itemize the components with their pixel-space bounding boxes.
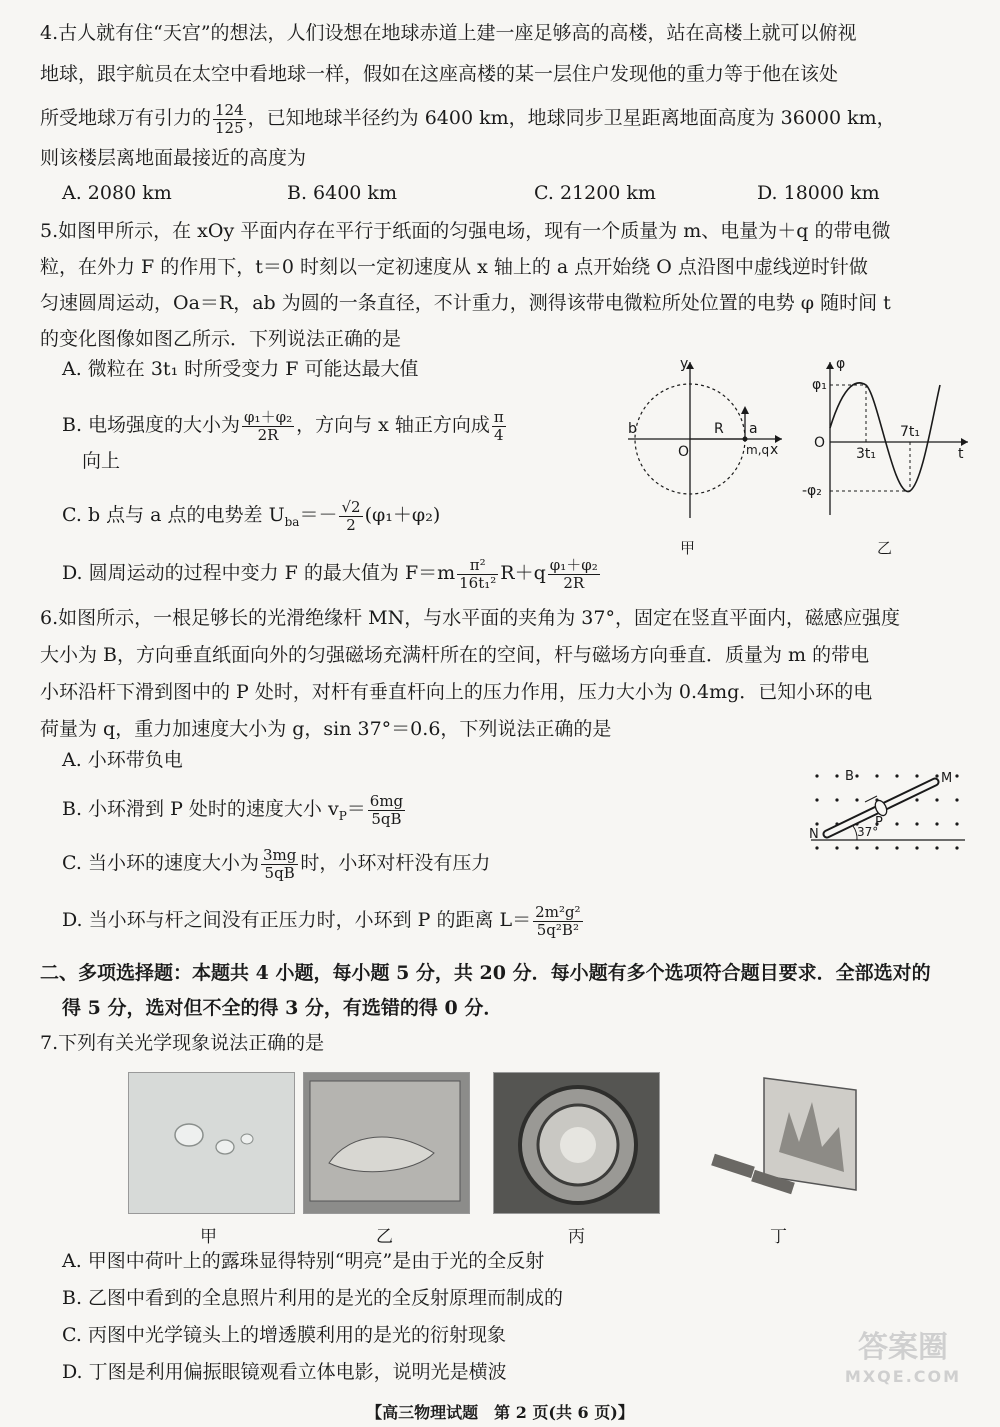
q4-line-3: [40, 100, 970, 136]
q4-line-1: 4.古人就有住“天宫”的想法，人们设想在地球赤道上建一座足够高的高楼，站在高楼上就可以俯视: [40, 22, 857, 44]
field-dot: [835, 846, 838, 849]
watermark-bottom: MXQE.COM: [844, 1367, 962, 1386]
yi-label-t: t: [958, 446, 964, 462]
q5-c-den: 2: [346, 515, 356, 534]
dew-drop-3: [241, 1134, 253, 1144]
q5-line-1: 5.如图甲所示，在 xOy 平面内存在平行于纸面的匀强电场，现有一个质量为 m、电量为＋q 的带电微: [40, 220, 891, 242]
q4-option-d: D. 18000 km: [757, 182, 880, 204]
q4-line-3-text-a: 所受地球万有引力的: [40, 107, 212, 129]
q6-d-den: 5q²B²: [536, 920, 579, 939]
field-dot: [935, 846, 938, 849]
q6-c-post: 时，小环对杆没有压力: [300, 852, 491, 874]
q6-option-a: A. 小环带负电: [62, 749, 183, 771]
jia-label-r: R: [714, 421, 724, 437]
q7-option-b: B. 乙图中看到的全息照片利用的是光的全反射原理而制成的: [62, 1287, 564, 1309]
q4-frac-den: 125: [215, 118, 244, 137]
watermark-logo: [828, 1329, 978, 1399]
q6-c-den: 5qB: [264, 863, 295, 882]
q7-option-c: C. 丙图中光学镜头上的增透膜利用的是光的衍射现象: [62, 1324, 506, 1346]
q6-motion-arrow: [865, 796, 877, 802]
field-dot: [955, 846, 958, 849]
q6-d-num: 2m²g²: [535, 902, 581, 921]
q6-b-sub: P: [338, 808, 347, 823]
q6-b-pre: B. 小环滑到 P 处时的速度大小 v: [62, 798, 339, 820]
q5-option-a: A. 微粒在 3t₁ 时所受变力 F 可能达最大值: [62, 358, 419, 380]
q5-option-b: [62, 405, 508, 445]
q7-caption-ding: 丁: [770, 1227, 787, 1247]
q4-option-a: A. 2080 km: [62, 182, 172, 204]
q5-d-fraction-1: [457, 557, 498, 592]
q5-b-angle: [492, 409, 506, 444]
page-footer: 【高三物理试题 第 2 页(共 6 页)】: [366, 1403, 634, 1422]
q5-option-d: [62, 553, 602, 593]
q5-c-num: √2: [341, 497, 361, 516]
q6-label-b: B: [845, 769, 854, 784]
field-dot: [895, 822, 898, 825]
q6-d-pre: D. 当小环与杆之间没有正压力时，小环到 P 的距离 L＝: [62, 909, 532, 931]
q7-photo-lens: [493, 1072, 660, 1214]
jia-label-o: O: [678, 444, 690, 460]
q6-label-p: P: [875, 815, 883, 830]
q5-line-4: 的变化图像如图乙所示．下列说法正确的是: [40, 328, 402, 350]
jia-particle: [743, 437, 748, 442]
figure-q6: [805, 768, 970, 858]
q6-option-c: [62, 843, 490, 883]
field-dot: [915, 846, 918, 849]
jia-label-mq: m,q: [746, 443, 770, 457]
q6-b-fraction: [368, 793, 405, 828]
q6-b-den: 5qB: [371, 809, 402, 828]
q4-option-b: B. 6400 km: [287, 182, 397, 204]
yi-label-phi1: φ₁: [812, 377, 827, 393]
jia-label-x: x: [770, 442, 779, 458]
q5-c-sub: ba: [284, 514, 300, 529]
q7-stem: 7.下列有关光学现象说法正确的是: [40, 1032, 325, 1054]
q5-d-den2: 2R: [563, 573, 585, 592]
q5-d-num1: π²: [457, 557, 498, 575]
q5-option-c: [62, 495, 440, 542]
yi-t-arrow: [961, 438, 968, 446]
field-dot: [915, 774, 918, 777]
q5-d-mid: R＋q: [500, 562, 546, 584]
field-dot: [935, 798, 938, 801]
q5-b-angle-num: π: [493, 407, 504, 426]
q7-photo-hologram: [303, 1072, 470, 1214]
q6-label-angle: 37°: [857, 825, 879, 839]
q6-option-b: [62, 789, 407, 836]
q6-b-eq: ＝: [346, 798, 366, 820]
q6-line-3: 小环沿杆下滑到图中的 P 处时，对杆有垂直杆向上的压力作用，压力大小为 0.4mg．已知小环的电: [40, 681, 873, 703]
q6-d-fraction: [533, 904, 582, 939]
jia-label-y: y: [680, 356, 689, 372]
q6-line-1: 6.如图所示，一根足够长的光滑绝缘杆 MN，与水平面的夹角为 37°，固定在竖直平面内，磁感应强度: [40, 607, 900, 629]
field-dot: [815, 846, 818, 849]
q5-c-post: (φ₁＋φ₂): [364, 504, 441, 526]
dew-drop-1: [175, 1124, 203, 1146]
jia-label-a: a: [749, 421, 758, 437]
q5-c-eq: ＝－: [299, 504, 338, 526]
field-dot: [935, 774, 938, 777]
q4-line-2: 地球，跟宇航员在太空中看地球一样，假如在这座高楼的某一层住户发现他的重力等于他在该处: [40, 63, 839, 85]
field-dot: [895, 846, 898, 849]
field-dot: [855, 798, 858, 801]
section-2-heading-line-2: 得 5 分，选对但不全的得 3 分，有选错的得 0 分．: [62, 997, 503, 1019]
figure-jia-caption: 甲: [680, 539, 696, 557]
q5-c-pre: C. b 点与 a 点的电势差 U: [62, 504, 285, 526]
field-dot: [895, 774, 898, 777]
field-dot: [955, 822, 958, 825]
figure-yi-caption: 乙: [877, 539, 893, 557]
q5-b-fraction: [242, 409, 294, 444]
q6-b-num: 6mg: [369, 791, 404, 810]
q6-option-d: [62, 900, 585, 940]
q5-d-den1: 16t₁²: [459, 573, 497, 592]
field-dot: [915, 798, 918, 801]
yi-label-phi2: -φ₂: [802, 483, 822, 499]
q5-option-b-end: 向上: [82, 450, 121, 472]
watermark-top: 答案圈: [858, 1330, 948, 1365]
q6-c-num: 3mg: [262, 845, 297, 864]
field-dot: [875, 774, 878, 777]
q7-caption-yi: 乙: [376, 1227, 393, 1247]
q6-line-2: 大小为 B，方向垂直纸面向外的匀强磁场充满杆所在的空间，杆与磁场方向垂直．质量为 m 的带电: [40, 644, 870, 666]
field-dot: [815, 774, 818, 777]
q6-line-4: 荷量为 q，重力加速度大小为 g，sin 37°＝0.6，下列说法正确的是: [40, 718, 612, 740]
q7-photo-dew-on-leaf: [128, 1072, 295, 1214]
q4-line-3-text-b: ，已知地球半径约为 6400 km，地球同步卫星距离地面高度为 36000 km，: [247, 107, 896, 129]
q5-b-mid: ，方向与 x 轴正方向成: [296, 414, 490, 436]
q6-c-fraction: [261, 847, 298, 882]
field-dot: [935, 822, 938, 825]
section-2-heading-line-1: 二、多项选择题：本题共 4 小题，每小题 5 分，共 20 分．每小题有多个选项符合题目要求．全部选对的: [40, 962, 931, 984]
q7-caption-bing: 丙: [568, 1227, 585, 1247]
yi-phi-arrow: [826, 362, 834, 369]
q7-caption-jia: 甲: [200, 1227, 217, 1247]
q5-d-fraction-2: [548, 557, 600, 592]
q4-option-c: C. 21200 km: [534, 182, 656, 204]
q5-line-2: 粒，在外力 F 的作用下，t＝0 时刻以一定初速度从 x 轴上的 a 点开始绕 O 点沿图中虚线逆时针做: [40, 256, 868, 278]
q5-b-pre: B. 电场强度的大小为: [62, 414, 241, 436]
yi-label-o: O: [814, 435, 826, 451]
q7-photo-3d-movie: [694, 1072, 859, 1212]
dew-drop-2: [216, 1140, 234, 1154]
q4-line-4: 则该楼层离地面最接近的高度为: [40, 147, 307, 169]
field-dot: [955, 798, 958, 801]
field-dot: [815, 822, 818, 825]
lens-center: [560, 1127, 596, 1163]
q6-label-m: M: [941, 771, 953, 786]
q4-fraction: [213, 102, 246, 137]
yi-label-phi: φ: [836, 356, 846, 372]
field-dot: [955, 774, 958, 777]
q5-b-num: φ₁＋φ₂: [244, 407, 293, 426]
q7-option-a: A. 甲图中荷叶上的露珠显得特别“明亮”是由于光的全反射: [62, 1250, 545, 1272]
jia-velocity-arrowhead: [741, 406, 749, 414]
q5-d-pre: D. 圆周运动的过程中变力 F 的最大值为 F＝m: [62, 562, 456, 584]
q5-c-fraction: [339, 499, 362, 534]
field-dot: [835, 798, 838, 801]
field-dot: [815, 798, 818, 801]
yi-label-3t1: 3t₁: [856, 446, 877, 462]
q5-line-3: 匀速圆周运动，Oa＝R，ab 为圆的一条直径，不计重力，测得该带电微粒所处位置的电势 φ 随时间 t: [40, 292, 891, 314]
figure-jia: [620, 350, 790, 530]
polarized-glasses-1: [711, 1154, 755, 1178]
q7-option-d: D. 丁图是利用偏振眼镜观看立体电影，说明光是横波: [62, 1361, 507, 1383]
figure-yi: [800, 350, 975, 530]
q5-b-den: 2R: [257, 425, 279, 444]
yi-label-7t1: 7t₁: [900, 424, 921, 440]
leaf-background: [129, 1073, 294, 1213]
field-dot: [855, 774, 858, 777]
q5-b-angle-den: 4: [494, 425, 504, 444]
jia-label-b: b: [628, 421, 637, 437]
field-dot: [835, 774, 838, 777]
yi-sine-curve: [830, 383, 940, 492]
field-dot: [875, 846, 878, 849]
field-dot: [855, 846, 858, 849]
field-dot: [915, 822, 918, 825]
q6-label-n: N: [809, 827, 819, 842]
q6-c-pre: C. 当小环的速度大小为: [62, 852, 259, 874]
q4-frac-num: 124: [215, 100, 244, 119]
q5-d-num2: φ₁＋φ₂: [549, 555, 598, 574]
